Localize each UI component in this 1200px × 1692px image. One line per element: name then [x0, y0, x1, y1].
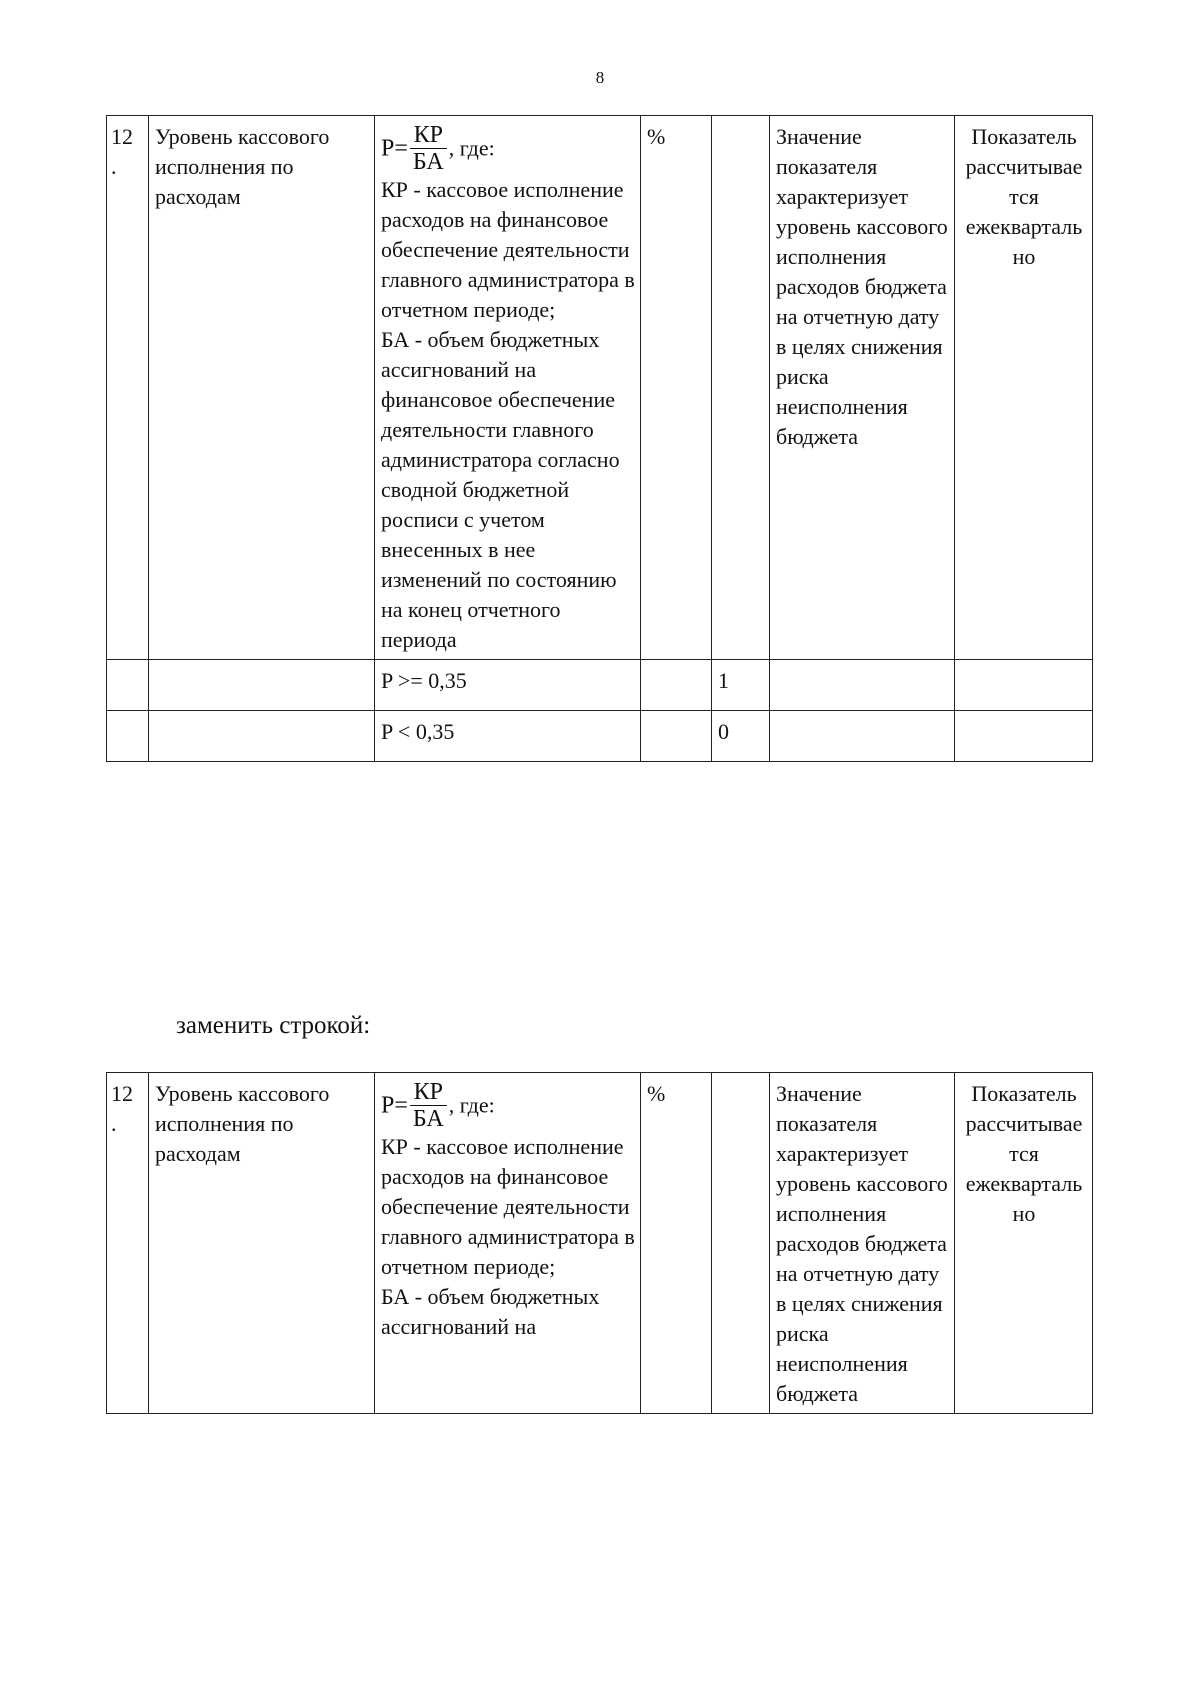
unit-cell [641, 1073, 712, 1414]
row-number-dot: . [111, 1111, 117, 1136]
empty-cell [955, 711, 1093, 762]
unit-cell [641, 116, 712, 660]
formula-tail: , где: [448, 1092, 495, 1118]
old-indicator-table [106, 115, 1093, 762]
note-cell [955, 116, 1093, 660]
formula-description: КР - кассовое исполнение расходов на финансовое обеспечение деятельности главного администратора в отчетном периоде; [381, 1134, 635, 1279]
meaning-cell [770, 116, 955, 660]
indicator-name-cell [149, 116, 375, 660]
criterion-condition: P < 0,35 [381, 719, 455, 744]
criterion-score-cell [712, 660, 770, 711]
row-number-cell [107, 116, 149, 660]
formula-description-2: БА - объем бюджетных ассигнований на [381, 1284, 600, 1339]
page-number: 8 [595, 68, 605, 87]
indicator-name-cell [149, 1073, 375, 1414]
unit: % [647, 1081, 666, 1106]
formula-description: КР - кассовое исполнение расходов на финансовое обеспечение деятельности главного администратора в отчетном периоде; [381, 177, 635, 322]
new-indicator-table [106, 1072, 1093, 1414]
formula-eq: = [394, 135, 408, 162]
formula-numerator: КР [410, 122, 447, 149]
score-cell [712, 1073, 770, 1414]
table-row [107, 1073, 1093, 1414]
note: Показатель рассчитывается ежеквартально [965, 124, 1083, 269]
empty-cell [770, 711, 955, 762]
empty-cell [107, 660, 149, 711]
empty-cell [641, 711, 712, 762]
formula-numerator: КР [410, 1079, 447, 1106]
formula-description-2: БА - объем бюджетных ассигнований на финансовое обеспечение деятельности главного администратора согласно сводной бюджетной росписи с учетом внесенных в нее изменений по состоянию на конец отчетного периода [381, 327, 620, 652]
row-number-dot: . [111, 154, 117, 179]
indicator-name: Уровень кассового исполнения по расходам [155, 124, 330, 209]
formula-cell [375, 116, 641, 660]
empty-cell [149, 660, 375, 711]
criterion-condition: P >= 0,35 [381, 668, 467, 693]
meaning-cell [770, 1073, 955, 1414]
row-number: 12 [111, 124, 133, 149]
meaning: Значение показателя характеризует уровень кассового исполнения расходов бюджета на отчетную дату в целях снижения риска неисполнения бюджета [776, 1081, 948, 1406]
empty-cell [107, 711, 149, 762]
formula-denominator: БА [412, 1106, 444, 1132]
note-cell [955, 1073, 1093, 1414]
formula-eq: = [394, 1092, 408, 1119]
empty-cell [641, 660, 712, 711]
row-number: 12 [111, 1081, 133, 1106]
criterion-condition-cell [375, 711, 641, 762]
criterion-score-cell [712, 711, 770, 762]
formula-tail: , где: [448, 135, 495, 161]
criterion-score: 0 [718, 719, 729, 744]
criterion-condition-cell [375, 660, 641, 711]
table-row [107, 660, 1093, 711]
criterion-score: 1 [718, 668, 729, 693]
score-cell [712, 116, 770, 660]
formula [381, 1079, 635, 1132]
formula-denominator: БА [412, 149, 444, 175]
unit: % [647, 124, 666, 149]
empty-cell [770, 660, 955, 711]
formula-lhs: P [381, 135, 395, 162]
formula-lhs: P [381, 1092, 395, 1119]
formula-fraction [410, 1079, 447, 1132]
table-row [107, 116, 1093, 660]
note: Показатель рассчитывается ежеквартально [965, 1081, 1083, 1226]
replace-label: заменить строкой: [176, 1012, 371, 1039]
formula [381, 122, 635, 175]
indicator-name: Уровень кассового исполнения по расходам [155, 1081, 330, 1166]
empty-cell [149, 711, 375, 762]
table-row [107, 711, 1093, 762]
empty-cell [955, 660, 1093, 711]
formula-cell [375, 1073, 641, 1414]
formula-fraction [410, 122, 447, 175]
meaning: Значение показателя характеризует уровень кассового исполнения расходов бюджета на отчетную дату в целях снижения риска неисполнения бюджета [776, 124, 948, 449]
row-number-cell [107, 1073, 149, 1414]
